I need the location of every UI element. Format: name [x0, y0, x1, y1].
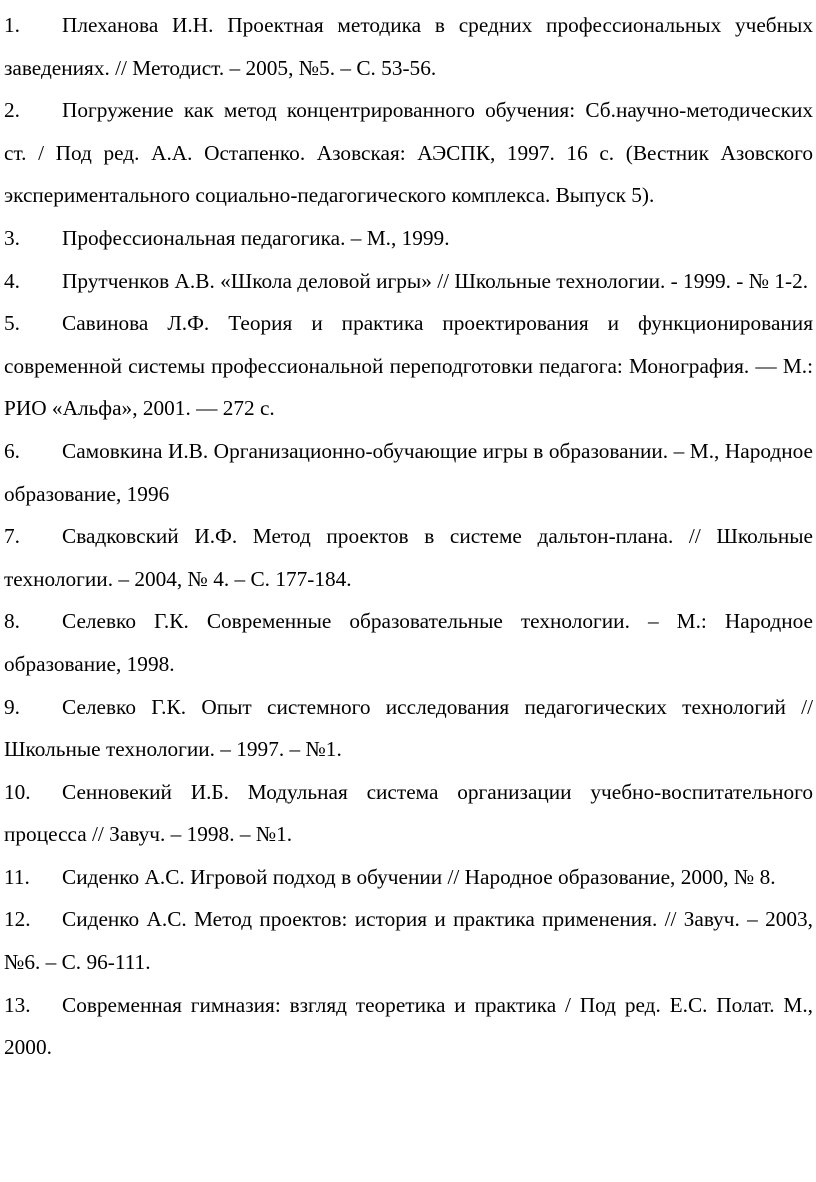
- reference-text: Свадковский И.Ф. Метод проектов в системе дальтон-плана. // Школьные технологии. – 2004, № 4. – С. 177-184.: [4, 524, 813, 591]
- reference-item: [4, 515, 813, 600]
- reference-number: 12.: [4, 907, 31, 932]
- reference-number: 2.: [4, 98, 20, 123]
- reference-number: 1.: [4, 13, 20, 37]
- reference-item: [4, 260, 813, 303]
- reference-item: [4, 4, 813, 89]
- reference-text: Селевко Г.К. Опыт системного исследования педагогических технологий // Школьные технологии. – 1997. – №1.: [4, 694, 813, 762]
- reference-text: Савинова Л.Ф. Теория и практика проектирования и функционирования современной системы профессиональной переподготовки педагога: Монография. — М.: РИО «Альфа», 2001. — 272 с.: [4, 311, 813, 421]
- reference-number: 13.: [4, 992, 31, 1017]
- reference-text: Сенновекий И.Б. Модульная система организации учебно-воспитательного процесса // Завуч. – 1998. – №1.: [4, 779, 813, 847]
- reference-item: [4, 686, 813, 771]
- reference-item: [4, 771, 813, 856]
- reference-item: [4, 89, 813, 217]
- reference-item: [4, 600, 813, 685]
- reference-text: Современная гимназия: взгляд теоретика и практика / Под ред. Е.С. Полат. М., 2000.: [4, 992, 813, 1060]
- reference-item: [4, 302, 813, 430]
- reference-number: 7.: [4, 524, 20, 549]
- reference-number: 6.: [4, 438, 20, 463]
- reference-number: 9.: [4, 694, 20, 719]
- reference-text: Погружение как метод концентрированного обучения: Сб.научно-методических ст. / Под ред. А.А. Остапенко. Азовская: АЭСПК, 1997. 16 с. (Вестник Азовского экспериментального социально-педагогического комплекса. Выпуск 5).: [4, 98, 813, 208]
- reference-item: [4, 217, 813, 260]
- reference-number: 8.: [4, 609, 20, 634]
- reference-text: Селевко Г.К. Современные образовательные технологии. – М.: Народное образование, 1998.: [4, 609, 813, 676]
- reference-text: Самовкина И.В. Организационно-обучающие игры в образовании. – М., Народное образование, 1996: [4, 438, 813, 506]
- reference-number: 11.: [4, 864, 30, 889]
- reference-text: Сиденко А.С. Игровой подход в обучении // Народное образование, 2000, № 8.: [62, 864, 776, 889]
- reference-text: Прутченков А.В. «Школа деловой игры» // Школьные технологии. - 1999. - № 1-2.: [62, 268, 809, 293]
- reference-number: 3.: [4, 225, 20, 250]
- reference-text: Плеханова И.Н. Проектная методика в средних профессиональных учебных заведениях. // Методист. – 2005, №5. – С. 53-56.: [4, 13, 813, 80]
- reference-item: [4, 984, 813, 1069]
- reference-text: Профессиональная педагогика. – М., 1999.: [62, 225, 450, 250]
- reference-text: Сиденко А.С. Метод проектов: история и практика применения. // Завуч. – 2003, №6. – С. 96-111.: [4, 907, 813, 975]
- reference-item: [4, 856, 813, 899]
- reference-number: 4.: [4, 268, 20, 293]
- reference-number: 10.: [4, 779, 31, 804]
- reference-item: [4, 430, 813, 515]
- reference-item: [4, 898, 813, 983]
- reference-number: 5.: [4, 311, 20, 336]
- reference-list: [4, 4, 813, 1069]
